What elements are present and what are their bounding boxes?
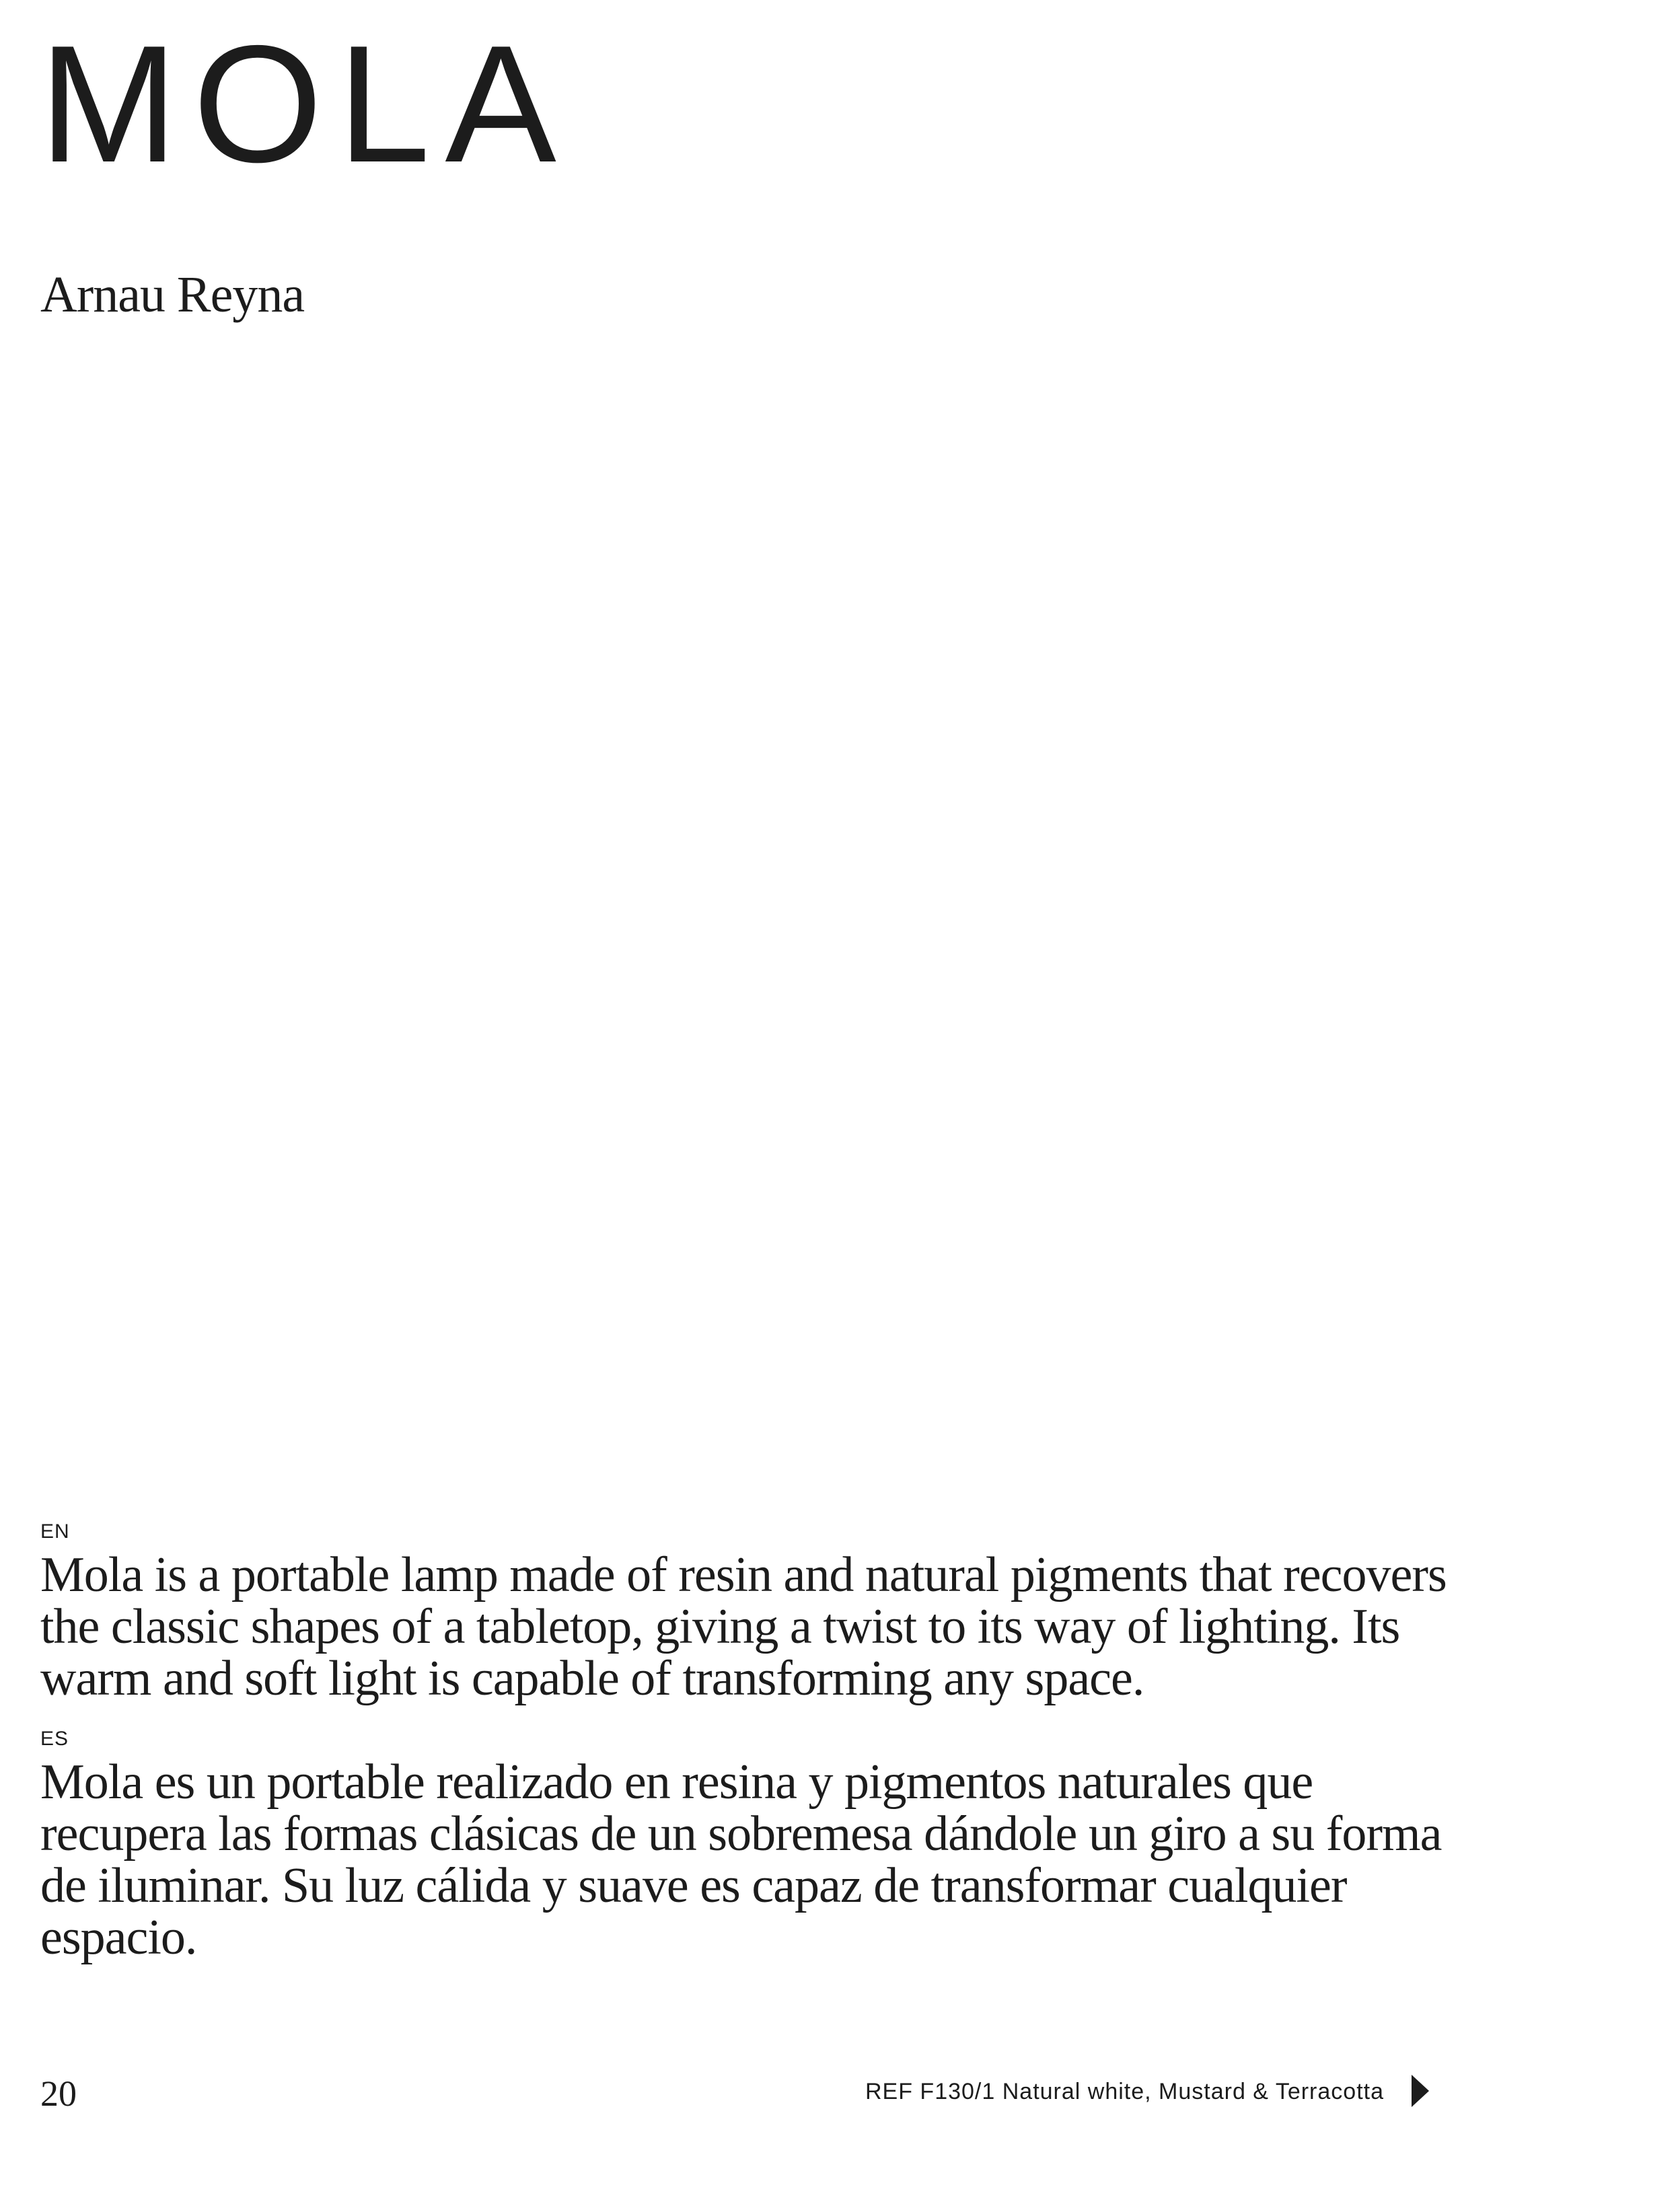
language-label-es: ES: [40, 1728, 69, 1750]
designer-name: Arnau Reyna: [40, 266, 305, 323]
description-es: Mola es un portable realizado en resina y pigmentos naturales que recupera las formas clásicas de un sobremesa dándole un giro a su forma de iluminar. Su luz cálida y suave es capaz de transformar cualquier espacio.: [40, 1755, 1442, 1965]
language-label-en: EN: [40, 1520, 70, 1543]
description-en: Mola is a portable lamp made of resin and natural pigments that recovers the classic shapes of a tabletop, giving a twist to its way of lighting. Its warm and soft light is capable of transforming any space.: [40, 1547, 1447, 1706]
page-number: 20: [40, 2073, 77, 2114]
next-page-triangle-icon[interactable]: [1412, 2075, 1429, 2107]
product-title: MOLA: [39, 10, 571, 197]
product-reference: REF F130/1 Natural white, Mustard & Terracotta: [865, 2079, 1384, 2104]
